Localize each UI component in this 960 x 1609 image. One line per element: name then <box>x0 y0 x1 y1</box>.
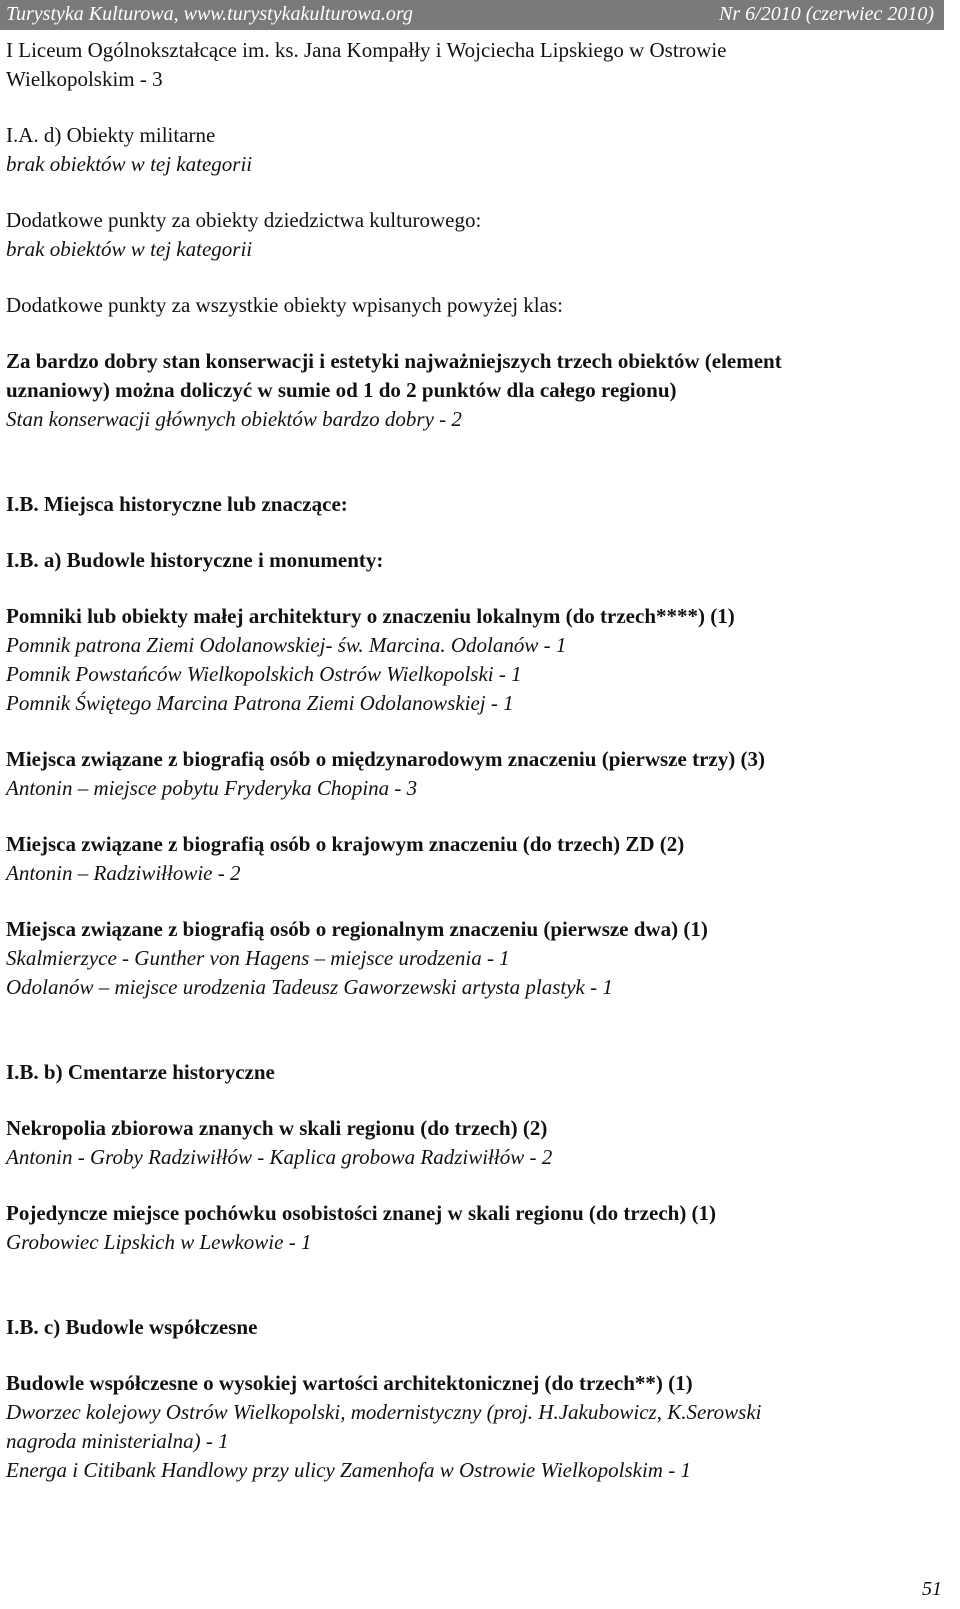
heritage-points-value: brak obiektów w tej kategorii <box>6 237 253 261</box>
modern-building-item: Energa i Citibank Handlowy przy ulicy Zamenhofa w Ostrowie Wielkopolskim - 1 <box>6 1458 691 1482</box>
school-line-2: Wielkopolskim - 3 <box>6 67 163 91</box>
section-bb-heading: I.B. b) Cmentarze historyczne <box>6 1060 275 1084</box>
regional-biography-item: Odolanów – miejsce urodzenia Tadeusz Gaworzewski artysta plastyk - 1 <box>6 975 613 999</box>
burial-item: Grobowiec Lipskich w Lewkowie - 1 <box>6 1230 312 1254</box>
all-classes-points-heading: Dodatkowe punkty za wszystkie obiekty wpisanych powyżej klas: <box>6 293 563 317</box>
section-bc-heading: I.B. c) Budowle współczesne <box>6 1315 258 1339</box>
necropolis-item: Antonin - Groby Radziwiłłów - Kaplica grobowa Radziwiłłów - 2 <box>6 1145 553 1169</box>
burial-heading: Pojedyncze miejsce pochówku osobistości znanej w skali regionu (do trzech) (1) <box>6 1201 717 1225</box>
document-body <box>6 36 926 1485</box>
intl-biography-heading: Miejsca związane z biografią osób o międzynarodowym znaczeniu (pierwsze trzy) (3) <box>6 747 765 771</box>
regional-biography-item: Skalmierzyce - Gunther von Hagens – miejsce urodzenia - 1 <box>6 946 510 970</box>
regional-biography-heading: Miejsca związane z biografią osób o regionalnym znaczeniu (pierwsze dwa) (1) <box>6 917 708 941</box>
monument-item: Pomnik Świętego Marcina Patrona Ziemi Odolanowskiej - 1 <box>6 691 514 715</box>
necropolis-heading: Nekropolia zbiorowa znanych w skali regionu (do trzech) (2) <box>6 1116 548 1140</box>
conservation-line-1: Za bardzo dobry stan konserwacji i estetyki najważniejszych trzech obiektów (element <box>6 349 782 373</box>
military-value: brak obiektów w tej kategorii <box>6 152 253 176</box>
modern-buildings-heading: Budowle współczesne o wysokiej wartości architektonicznej (do trzech**) (1) <box>6 1371 693 1395</box>
section-b-heading: I.B. Miejsca historyczne lub znaczące: <box>6 492 348 516</box>
journal-title: Turystyka Kulturowa, www.turystykakulturowa.org <box>6 3 413 25</box>
modern-building-item: Dworzec kolejowy Ostrów Wielkopolski, modernistyczny (proj. H.Jakubowicz, K.Serowski <box>6 1400 762 1424</box>
conservation-value: Stan konserwacji głównych obiektów bardzo dobry - 2 <box>6 407 462 431</box>
national-biography-item: Antonin – Radziwiłłowie - 2 <box>6 861 241 885</box>
section-ba-heading: I.B. a) Budowle historyczne i monumenty: <box>6 548 384 572</box>
national-biography-heading: Miejsca związane z biografią osób o krajowym znaczeniu (do trzech) ZD (2) <box>6 832 685 856</box>
conservation-line-2: uznaniowy) można doliczyć w sumie od 1 do 2 punktów dla całego regionu) <box>6 378 677 402</box>
monument-item: Pomnik patrona Ziemi Odolanowskiej- św. Marcina. Odolanów - 1 <box>6 633 567 657</box>
military-heading: I.A. d) Obiekty militarne <box>6 123 216 147</box>
issue-number: Nr 6/2010 (czerwiec 2010) <box>719 3 934 25</box>
monuments-heading: Pomniki lub obiekty małej architektury o znaczeniu lokalnym (do trzech****) (1) <box>6 604 735 628</box>
intl-biography-item: Antonin – miejsce pobytu Fryderyka Chopina - 3 <box>6 776 418 800</box>
school-line-1: I Liceum Ogólnokształcące im. ks. Jana Kompałły i Wojciecha Lipskiego w Ostrowie <box>6 38 727 62</box>
modern-building-item: nagroda ministerialna) - 1 <box>6 1429 229 1453</box>
page-number: 51 <box>922 1578 942 1600</box>
page-header <box>0 0 944 30</box>
monument-item: Pomnik Powstańców Wielkopolskich Ostrów Wielkopolski - 1 <box>6 662 522 686</box>
heritage-points-heading: Dodatkowe punkty za obiekty dziedzictwa kulturowego: <box>6 208 482 232</box>
